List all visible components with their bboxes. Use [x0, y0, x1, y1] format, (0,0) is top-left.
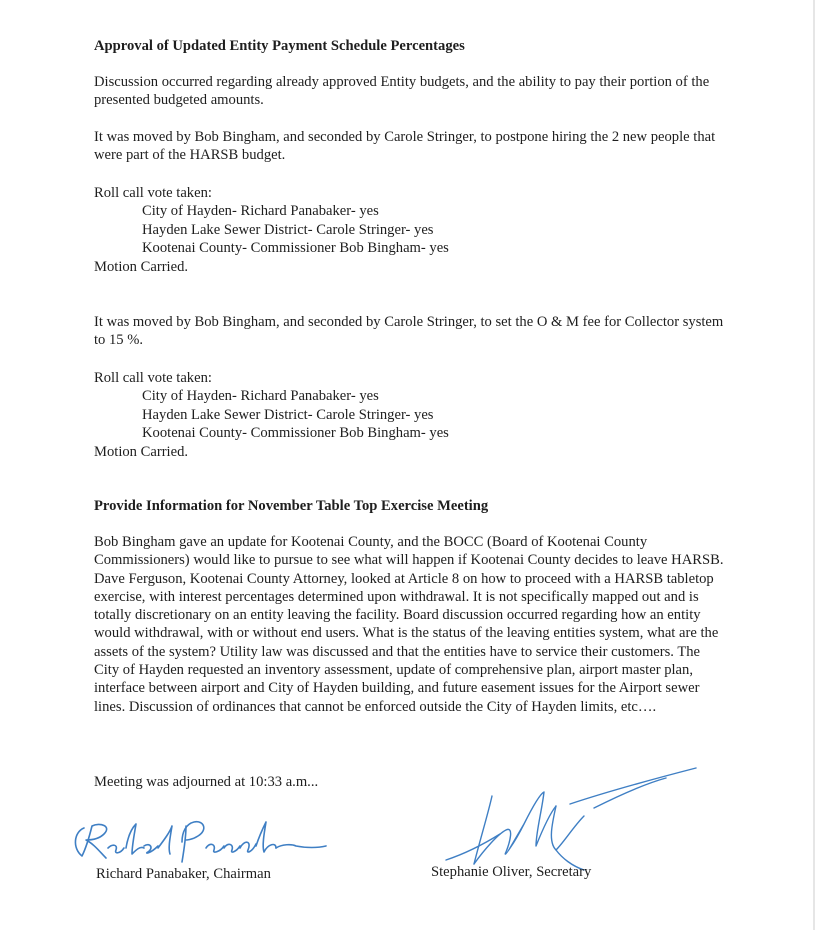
roll-call-label: Roll call vote taken: — [94, 185, 212, 201]
motion-om-fee: It was moved by Bob Bingham, and seconded by Carole Stringer, to set the O & M fee for Collector system to 15 %. — [94, 314, 724, 349]
vote-item: Hayden Lake Sewer District- Carole Stringer- yes — [142, 406, 434, 423]
motion-result: Motion Carried. — [94, 258, 189, 275]
vote-item: City of Hayden- Richard Panabaker- yes — [142, 388, 379, 405]
section-heading-table-top-exercise: Provide Information for November Table Top Exercise Meeting — [94, 498, 489, 514]
adjournment-text: Meeting was adjourned at 10:33 a.m... — [94, 774, 319, 790]
secretary-signature — [444, 764, 700, 872]
discussion-paragraph: Discussion occurred regarding already approved Entity budgets, and the ability to pay their portion of the presented budgeted amounts. — [94, 74, 710, 109]
table-top-discussion-paragraph: Bob Bingham gave an update for Kootenai County, and the BOCC (Board of Kootenai County Commissioners) would like to pursue to see what will happen if Kootenai County decides to leave HARSB. Dave Ferguson, Kootenai County Attorney, looked at Article 8 on how to proceed with a HARSB tabletop exercise, with interest percentages determined upon withdrawal. It is not specifically mapped out and is totally discretionary on an entity leaving the facility. Board discussion occurred regarding how an entity would withdrawal, with or without end users. What is the status of the leaving entities system, what are the assets of the system? Utility law was discussed and that the entities have to service their customers. The City of Hayden requested an inventory assessment, update of comprehensive plan, airport master plan, interface between airport and City of Hayden building, and future easement issues for the Airport sewer lines. Discussion of ordinances that cannot be enforced outside the City of Hayden limits, etc…. — [94, 534, 724, 715]
vote-item: Kootenai County- Commissioner Bob Bingham- yes — [142, 425, 449, 442]
roll-call-label: Roll call vote taken: — [94, 370, 212, 386]
vote-item: City of Hayden- Richard Panabaker- yes — [142, 203, 379, 220]
vote-item: Hayden Lake Sewer District- Carole Stringer- yes — [142, 221, 434, 238]
motion-result: Motion Carried. — [94, 443, 189, 460]
roll-call-vote-2 — [94, 369, 449, 461]
chairman-name: Richard Panabaker, Chairman — [96, 866, 271, 882]
motion-postpone-hiring: It was moved by Bob Bingham, and seconded by Carole Stringer, to postpone hiring the 2 new people that were part of the HARSB budget. — [94, 129, 716, 164]
roll-call-vote-1 — [94, 184, 449, 276]
chairman-signature — [70, 818, 330, 866]
vote-item: Kootenai County- Commissioner Bob Bingham- yes — [142, 240, 449, 257]
secretary-name: Stephanie Oliver, Secretary — [431, 864, 592, 880]
section-heading-payment-schedule: Approval of Updated Entity Payment Schedule Percentages — [94, 38, 465, 54]
